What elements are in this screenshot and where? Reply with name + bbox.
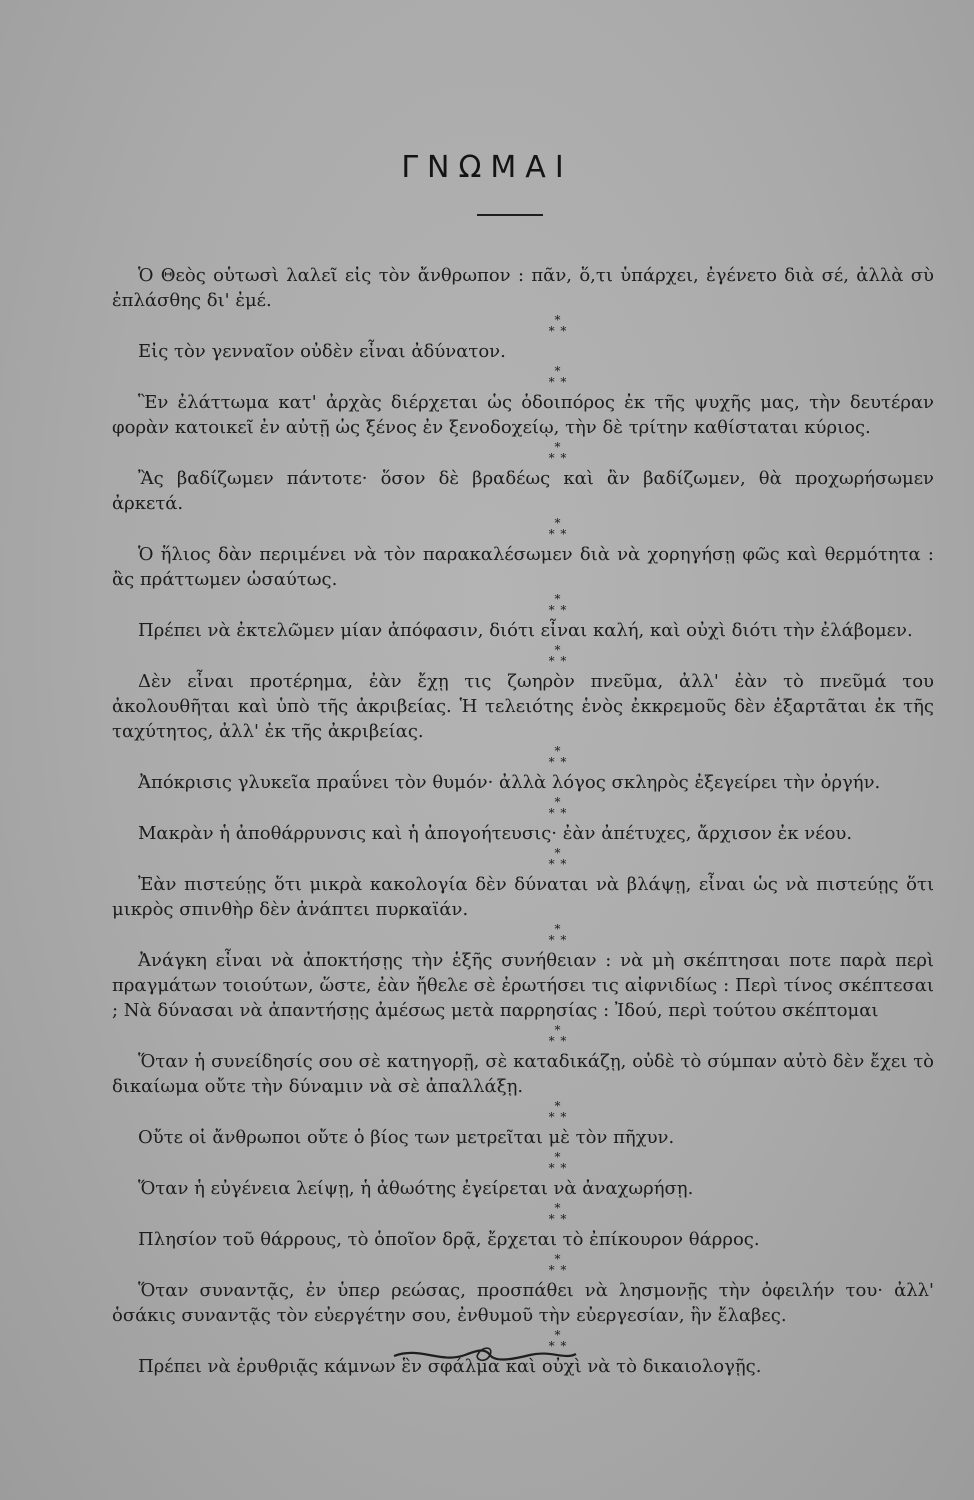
flourish-line <box>394 1350 576 1359</box>
maxim: Ὁ Θεὸς οὑτωσὶ λαλεῖ εἰς τὸν ἄνθρωπον : πᾶν, ὅ,τι ὑπάρχει, ἐγένετο διὰ σέ, ἀλλὰ σὺ ἐπλάσθης δι' ἐμέ. <box>112 265 934 311</box>
maxim: Ἓν ἐλάττωμα κατ' ἀρχὰς διέρχεται ὡς ὁδοιπόρος ἐκ τῆς ψυχῆς μας, τὴν δευτέραν φορὰν κατοικεῖ ἐν αὐτῇ ὡς ξένος ἐν ξενοδοχείῳ, τὴν δὲ τρίτην καθίσταται κύριος. <box>112 392 934 438</box>
maxim: Ὅταν συναντᾷς, ἐν ὑπερ ρεώσας, προσπάθει νὰ λησμονῇς τὴν ὀφειλήν του· ἀλλ' ὁσάκις συναντᾷς τὸν εὐεργέτην σου, ἐνθυμοῦ τὴν εὐεργεσίαν, ἣν ἔλαβες. <box>112 1280 934 1326</box>
maxims-list <box>112 263 934 1379</box>
star-separator: * * * <box>548 313 568 338</box>
page-title: ΓΝΩΜΑΙ <box>401 150 573 185</box>
star-separator: * * * <box>548 440 568 465</box>
star-separator: * * * <box>548 744 568 769</box>
end-flourish <box>390 1340 580 1370</box>
maxim: Ἂς βαδίζωμεν πάντοτε· ὅσον δὲ βραδέως καὶ ἂν βαδίζωμεν, θὰ προχωρήσωμεν ἀρκετά. <box>112 468 934 514</box>
star-separator: * * * <box>548 643 568 668</box>
star-separator: * * * <box>548 795 568 820</box>
maxim: Οὔτε οἱ ἄνθρωποι οὔτε ὁ βίος των μετρεῖται μὲ τὸν πῆχυν. <box>138 1127 675 1148</box>
star-separator: * * * <box>548 1150 568 1175</box>
star-separator: * * * <box>548 1328 568 1353</box>
star-separator: * * * <box>548 516 568 541</box>
bleed-through-text <box>300 66 306 81</box>
maxim: Πρέπει νὰ ἐρυθριᾷς κάμνων ἓν σφάλμα καὶ οὐχὶ νὰ τὸ δικαιολογῇς. <box>138 1356 762 1377</box>
star-separator: * * * <box>548 1023 568 1048</box>
maxim: Ὅταν ἡ εὐγένεια λείψῃ, ἡ ἀθωότης ἐγείρεται νὰ ἀναχωρήσῃ. <box>138 1178 694 1199</box>
maxim: Εἰς τὸν γενναῖον οὐδὲν εἶναι ἀδύνατον. <box>138 341 506 362</box>
star-separator: * * * <box>548 1252 568 1277</box>
star-separator: * * * <box>548 364 568 389</box>
maxim: Ἀνάγκη εἶναι νὰ ἀποκτήσῃς τὴν ἑξῆς συνήθειαν : νὰ μὴ σκέπτησαι ποτε παρὰ περὶ πραγμάτων τοιούτων, ὥστε, ἐὰν ἤθελε σὲ ἐρωτήσει τις αἰφνιδίως : Περὶ τίνος σκέπτεσαι ; Νὰ δύνασαι νὰ ἀπαντήσῃς ἀμέσως μετὰ παρρησίας : Ἰδού, περὶ τούτου σκέπτομαι <box>112 950 934 1021</box>
maxim: Ὅταν ἡ συνείδησίς σου σὲ κατηγορῇ, σὲ καταδικάζῃ, οὐδὲ τὸ σύμπαν αὐτὸ δὲν ἔχει τὸ δικαίωμα οὔτε τὴν δύναμιν νὰ σὲ ἀπαλλάξῃ. <box>112 1051 934 1097</box>
maxim: Δὲν εἶναι προτέρημα, ἐὰν ἔχῃ τις ζωηρὸν πνεῦμα, ἀλλ' ἐὰν τὸ πνεῦμά του ἀκολουθῆται καὶ ὑπὸ τῆς ἀκριβείας. Ἡ τελειότης ἑνὸς ἐκκρεμοῦς δὲν ἐξαρτᾶται ἐκ τῆς ταχύτητος, ἀλλ' ἐκ τῆς ἀκριβείας. <box>112 671 934 742</box>
star-separator: * * * <box>548 922 568 947</box>
maxim: Ὁ ἥλιος δὰν περιμένει νὰ τὸν παρακαλέσωμεν διὰ νὰ χορηγήσῃ φῶς καὶ θερμότητα : ἂς πράττωμεν ὡσαύτως. <box>112 544 934 590</box>
star-separator: * * * <box>548 1099 568 1124</box>
maxim: Ἀπόκρισις γλυκεῖα πραΰνει τὸν θυμόν· ἀλλὰ λόγος σκληρὸς ἐξεγείρει τὴν ὀργήν. <box>138 772 881 793</box>
title-rule <box>477 214 543 216</box>
maxim: Πρέπει νὰ ἐκτελῶμεν μίαν ἀπόφασιν, διότι εἶναι καλή, καὶ οὐχὶ διότι τὴν ἐλάβομεν. <box>138 620 913 641</box>
maxim: Ἐὰν πιστεύῃς ὅτι μικρὰ κακολογία δὲν δύναται νὰ βλάψῃ, εἶναι ὡς νὰ πιστεύῃς ὅτι μικρὸς σπινθὴρ δὲν ἀνάπτει πυρκαϊάν. <box>112 874 934 920</box>
star-separator: * * * <box>548 846 568 871</box>
maxim: Μακρὰν ἡ ἀποθάρρυνσις καὶ ἡ ἀπογοήτευσις· ἐὰν ἀπέτυχες, ἄρχισον ἐκ νέου. <box>138 823 853 844</box>
star-separator: * * * <box>548 592 568 617</box>
star-separator: * * * <box>548 1201 568 1226</box>
maxim: Πλησίον τοῦ θάρρους, τὸ ὁποῖον δρᾷ, ἔρχεται τὸ ἐπίκουρον θάρρος. <box>138 1229 760 1250</box>
